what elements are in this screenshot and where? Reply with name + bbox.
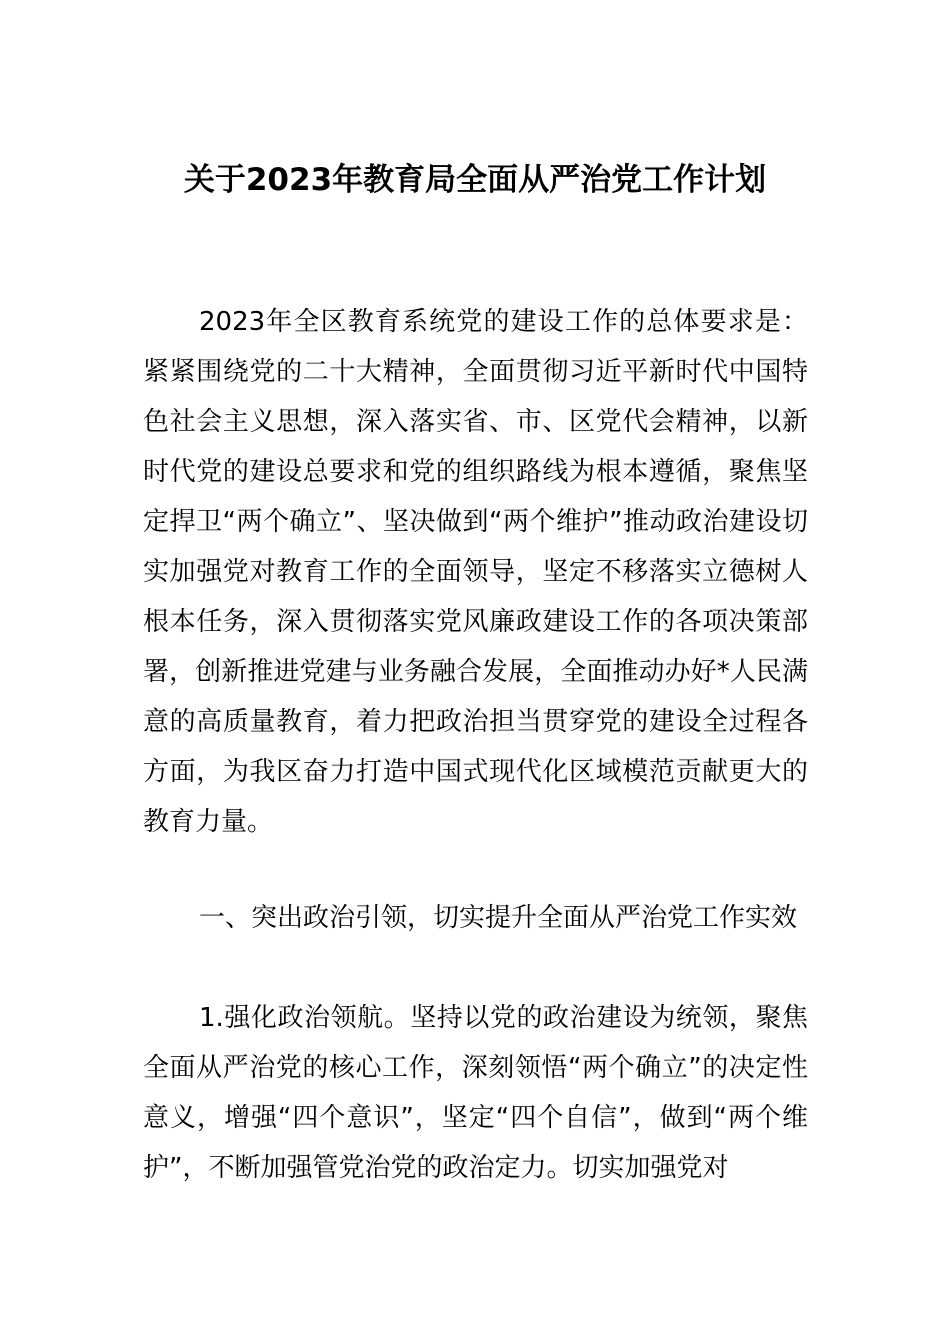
paragraph-political-leadership: 1.强化政治领航。坚持以党的政治建设为统领，聚焦全面从严治党的核心工作，深刻领悟“两个确立”的决定性意义，增强“四个意识”，坚定“四个自信”，做到“两个维护”，不断加强管党治党的政治定力。切实加强党对 xyxy=(143,1003,808,1183)
paragraph-general-requirements: 2023年全区教育系统党的建设工作的总体要求是：紧紧围绕党的二十大精神，全面贯彻习近平新时代中国特色社会主义思想，深入落实省、市、区党代会精神，以新时代党的建设总要求和党的组织路线为根本遵循，聚焦坚定捍卫“两个确立”、坚决做到“两个维护”推动政治建设切实加强党对教育工作的全面领导，坚定不移落实立德树人根本任务，深入贯彻落实党风廉政建设工作的各项决策部署，创新推进党建与业务融合发展，全面推动办好*人民满意的高质量教育，着力把政治担当贯穿党的建设全过程各方面，为我区奋力打造中国式现代化区域模范贡献更大的教育力量。 xyxy=(143,307,808,837)
document-title: 关于2023年教育局全面从严治党工作计划 xyxy=(183,162,767,198)
section-heading-1: 一、突出政治引领，切实提升全面从严治党工作实效 xyxy=(199,903,798,933)
